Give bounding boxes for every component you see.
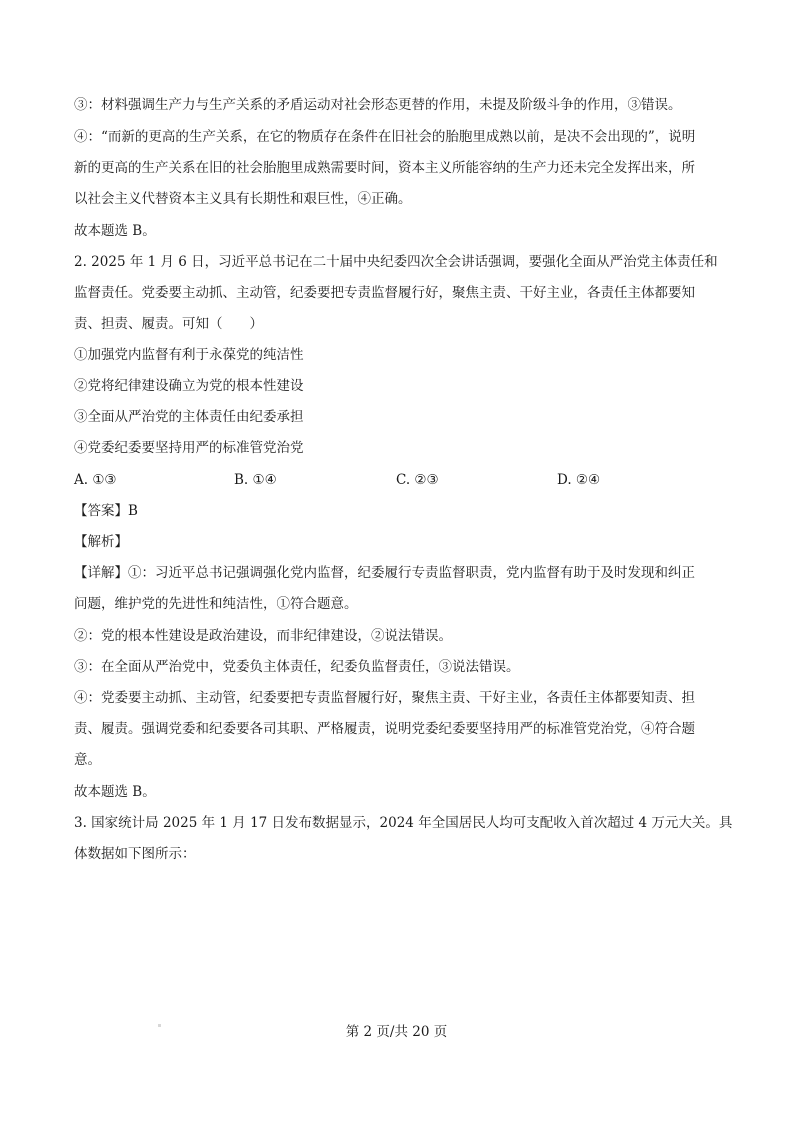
q2-stem-line-1: 2. 2025 年 1 月 6 日，习近平总书记在二十届中央纪委四次全会讲话强调，要强化全面从严治党主体责任和 [74,254,718,270]
q2-detail-line-1: 【详解】①：习近平总书记强调强化党内监督，纪委履行专责监督职责，党内监督有助于及时发现和纠正 [74,565,695,581]
q2-detail-line-7: 意。 [74,752,101,768]
q2-option-c: C. ②③ [396,472,439,488]
q2-statement-3: ③全面从严治党的主体责任由纪委承担 [74,409,304,425]
q2-statement-2: ②党将纪律建设确立为党的根本性建设 [74,378,304,394]
conclusion-q1: 故本题选 B。 [74,223,156,239]
q2-analysis-heading: 【解析】 [74,534,128,550]
q3-stem-line-1: 3. 国家统计局 2025 年 1 月 17 日发布数据显示，2024 年全国居民人均可支配收入首次超过 4 万元大关。具 [74,815,733,831]
conclusion-q2: 故本题选 B。 [74,784,156,800]
analysis-line-4-part-1: ④：“而新的更高的生产关系，在它的物质存在条件在旧社会的胎胞里成熟以前，是决不会出现的”，说明 [74,129,696,145]
page-number-footer: 第 2 页/共 20 页 [345,1024,448,1040]
analysis-line-4-part-3: 以社会主义代替资本主义具有长期性和艰巨性，④正确。 [74,191,412,207]
q2-option-a: A. ①③ [74,472,117,488]
analysis-line-3: ③：材料强调生产力与生产关系的矛盾运动对社会形态更替的作用，未提及阶级斗争的作用，③错误。 [74,97,682,113]
q2-detail-line-2: 问题，维护党的先进性和纯洁性，①符合题意。 [74,596,358,612]
q2-stem-line-3: 责、担责、履责。可知（ ） [74,316,263,332]
q2-detail-line-5: ④：党委要主动抓、主动管，纪委要把专责监督履行好，聚焦主责、干好主业，各责任主体都要知责、担 [74,690,695,706]
q2-detail-line-3: ②：党的根本性建设是政治建设，而非纪律建设，②说法错误。 [74,628,452,644]
q2-detail-line-6: 责、履责。强调党委和纪委要各司其职、严格履责，说明党委纪委要坚持用严的标准管党治党，④符合题 [74,721,695,737]
analysis-line-4-part-2: 新的更高的生产关系在旧的社会胎胞里成熟需要时间，资本主义所能容纳的生产力还未完全发挥出来，所 [74,160,695,176]
q2-statement-1: ①加强党内监督有利于永葆党的纯洁性 [74,347,304,363]
q3-stem-line-2: 体数据如下图所示： [74,846,196,862]
q2-stem-line-2: 监督责任。党委要主动抓、主动管，纪委要把专责监督履行好，聚焦主责、干好主业，各责任主体都要知 [74,285,695,301]
q2-answer: 【答案】B [74,503,138,519]
q2-option-b: B. ①④ [234,472,277,488]
q2-option-d: D. ②④ [557,472,601,488]
q2-statement-4: ④党委纪委要坚持用严的标准管党治党 [74,440,304,456]
q2-detail-line-4: ③：在全面从严治党中，党委负主体责任，纪委负监督责任，③说法错误。 [74,659,520,675]
